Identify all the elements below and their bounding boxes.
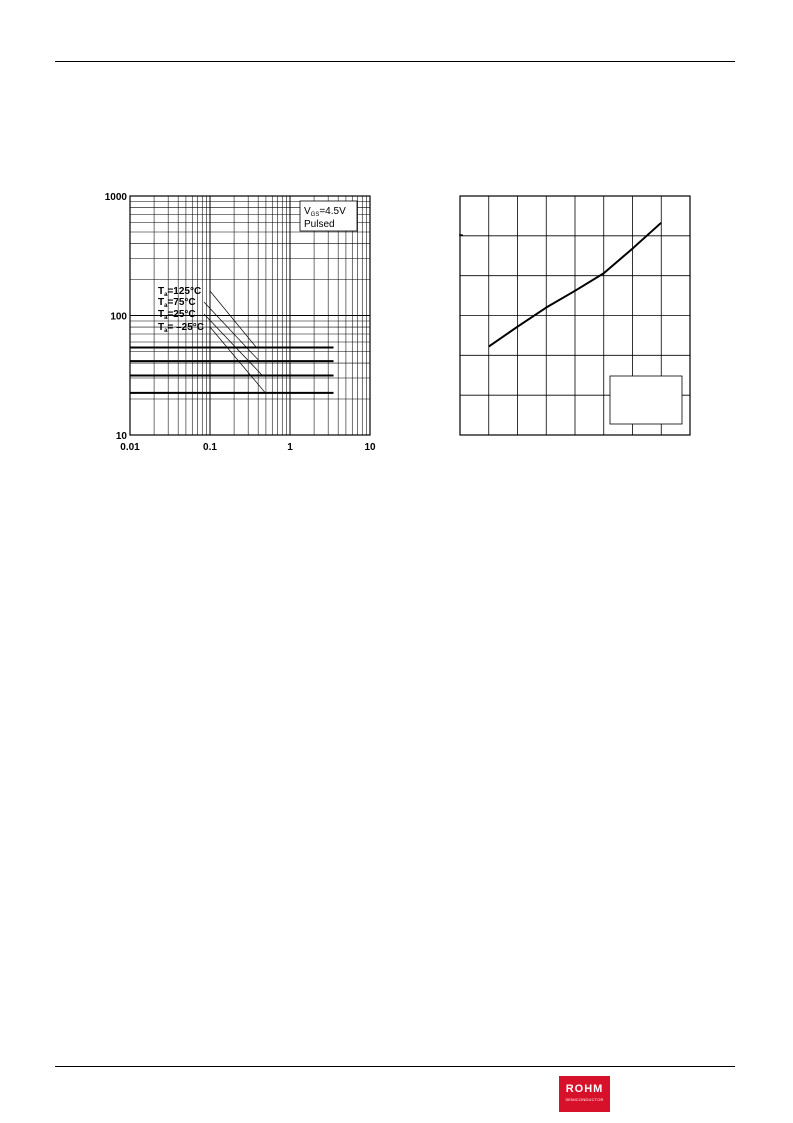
conditions-box [300,201,357,231]
logo-wordmark: ROHM [565,1083,604,1095]
conditions-line2: Pulsed [304,219,335,230]
chart-left [100,185,380,460]
series-label: $T_a= -25^\circ C$ [158,322,204,334]
left-series [130,347,334,392]
series-label: $T_a=125^\circ C$ [158,286,202,298]
left-y-tick-labels [105,192,128,442]
right-legend-box [610,376,682,424]
footer-rule [55,1066,735,1067]
left-x-tick-label: 1 [287,442,293,453]
left-x-tick-label: 0.1 [203,442,217,453]
conditions-line1: $V_{GS}=4.5V$ [304,206,346,218]
left-x-tick-label: 0.01 [120,442,140,453]
label-leader [210,327,265,393]
left-y-tick-label: 10 [115,431,127,442]
chart-right [450,185,700,445]
series-label: $T_a=25^\circ C$ [158,309,196,321]
label-leader [204,314,262,375]
header-rule [55,61,735,62]
left-x-tick-labels [120,442,376,453]
left-series-labels [158,286,204,334]
left-y-tick-label: 1000 [104,192,127,203]
label-leader [204,302,259,361]
series-label: $T_a=75^\circ C$ [158,297,196,309]
label-leader [210,291,256,347]
left-x-tick-label: 10 [364,442,376,453]
rohm-logo [559,1076,610,1112]
logo-subtitle: SEMICONDUCTOR [565,1097,604,1102]
left-y-tick-label: 100 [110,311,127,323]
